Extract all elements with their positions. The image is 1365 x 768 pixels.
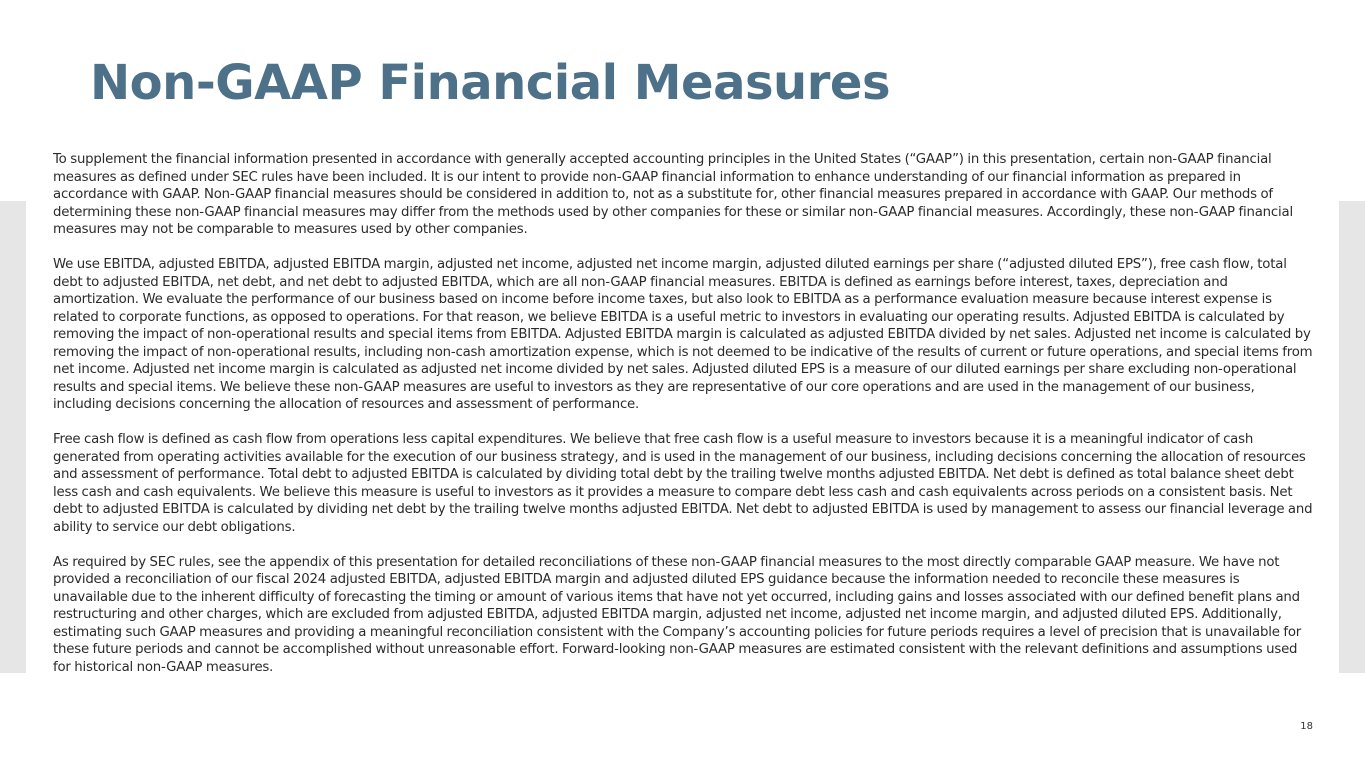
- paragraph-intro: To supplement the financial information presented in accordance with generally accepted accounting principles in the United States (“GAAP”) in this presentation, certain non-GAAP financial measures as defined under SEC rules have been included. It is our intent to provide non-GAAP financial information to enhance understanding of our financial information as prepared in accordance with GAAP. Non-GAAP financial measures should be considered in addition to, not as a substitute for, other financial measures prepared in accordance with GAAP. Our methods of determining these non-GAAP financial measures may differ from the methods used by other companies for these or similar non-GAAP financial measures. Accordingly, these non-GAAP financial measures may not be comparable to measures used by other companies.: [53, 152, 1293, 237]
- page-title: Non-GAAP Financial Measures: [90, 55, 891, 111]
- page-number: 18: [1300, 721, 1313, 732]
- body-text: [53, 151, 1315, 694]
- paragraph-free-cash-flow: Free cash flow is defined as cash flow from operations less capital expenditures. We believe that free cash flow is a useful measure to investors because it is a meaningful indicator of cash generated from operating activities available for the execution of our business strategy, and is used in the management of our business, including decisions concerning the allocation of resources and assessment of performance. Total debt to adjusted EBITDA is calculated by dividing total debt by the trailing twelve months adjusted EBITDA. Net debt is defined as total balance sheet debt less cash and cash equivalents. We believe this measure is useful to investors as it provides a measure to compare debt less cash and cash equivalents across periods on a consistent basis. Net debt to adjusted EBITDA is calculated by dividing net debt by the trailing twelve months adjusted EBITDA. Net debt to adjusted EBITDA is used by management to assess our financial leverage and ability to service our debt obligations.: [53, 432, 1313, 535]
- paragraph-reconciliation: As required by SEC rules, see the appendix of this presentation for detailed reconciliations of these non-GAAP financial measures to the most directly comparable GAAP measure. We have not provided a reconciliation of our fiscal 2024 adjusted EBITDA, adjusted EBITDA margin and adjusted diluted EPS guidance because the information needed to reconcile these measures is unavailable due to the inherent difficulty of forecasting the timing or amount of various items that have not yet occurred, including gains and losses associated with our defined benefit plans and restructuring and other charges, which are excluded from adjusted EBITDA, adjusted EBITDA margin, adjusted net income, adjusted net income margin, and adjusted diluted EPS. Additionally, estimating such GAAP measures and providing a meaningful reconciliation consistent with the Company’s accounting policies for future periods requires a level of precision that is unavailable for these future periods and cannot be accomplished without unreasonable effort. Forward-looking non-GAAP measures are estimated consistent with the relevant definitions and assumptions used for historical non-GAAP measures.: [53, 554, 1302, 675]
- left-side-bar: [0, 201, 26, 673]
- paragraph-ebitda: We use EBITDA, adjusted EBITDA, adjusted EBITDA margin, adjusted net income, adjusted net income margin, adjusted diluted earnings per share (“adjusted diluted EPS”), free cash flow, total debt to adjusted EBITDA, net debt, and net debt to adjusted EBITDA, which are all non-GAAP financial measures. EBITDA is defined as earnings before interest, taxes, depreciation and amortization. We evaluate the performance of our business based on income before income taxes, but also look to EBITDA as a performance evaluation measure because interest expense is related to corporate functions, as opposed to operations. For that reason, we believe EBITDA is a useful metric to investors in evaluating our operating results. Adjusted EBITDA is calculated by removing the impact of non-operational results and special items from EBITDA. Adjusted EBITDA margin is calculated as adjusted EBITDA divided by net sales. Adjusted net income is calculated by removing the impact of non-operational results, including non-cash amortization expense, which is not deemed to be indicative of the results of current or future operations, and special items from net income. Adjusted net income margin is calculated as adjusted net income divided by net sales. Adjusted diluted EPS is a measure of our diluted earnings per share excluding non-operational results and special items. We believe these non-GAAP measures are useful to investors as they are representative of our core operations and are used in the management of our business, including decisions concerning the allocation of resources and assessment of performance.: [53, 257, 1313, 412]
- right-side-bar: [1339, 201, 1365, 673]
